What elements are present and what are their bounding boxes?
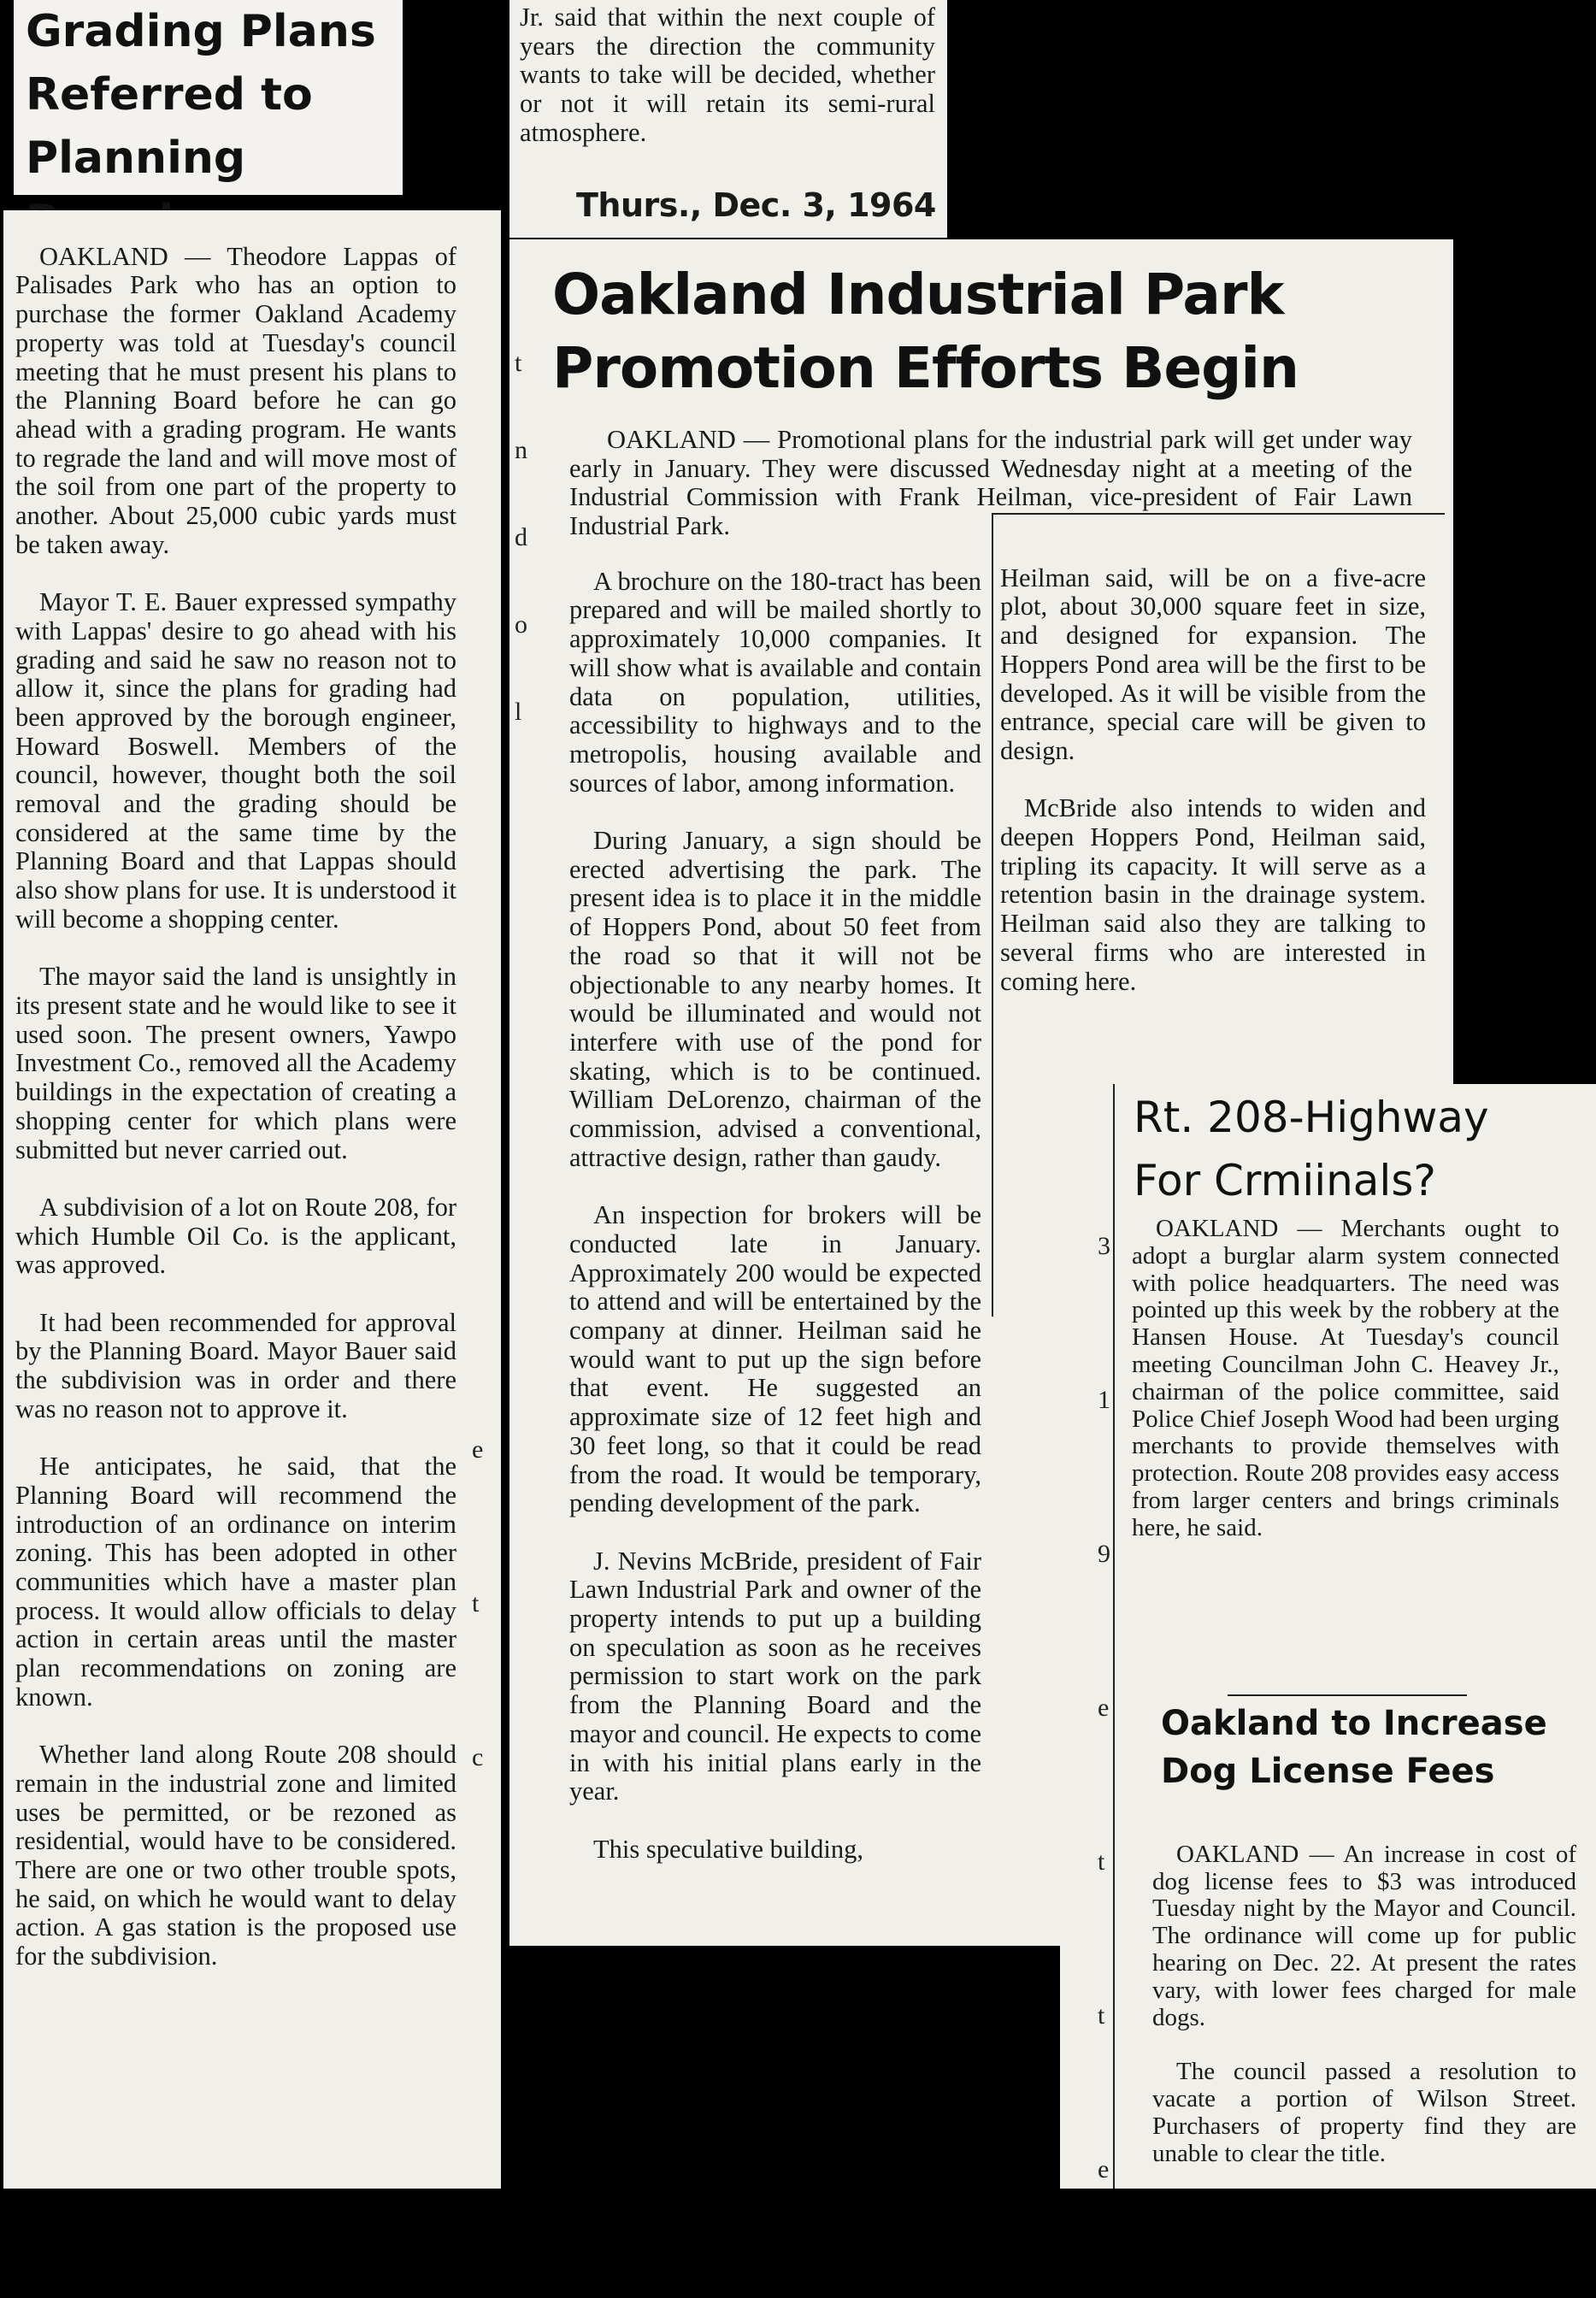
industrial-column-rule-vertical	[992, 513, 993, 1317]
highway-article-body: OAKLAND — Merchants ought to adopt a burglar alarm system connected with police headquarters. The need was pointed up this week by the robbery at the Hansen House. At Tuesday's council meeting Councilman John C. Heavey Jr., chairman of the police committee, said Police Chief Joseph Wood had been urging merchants to provide themselves with protection. Route 208 provides easy access from larger centers and brings criminals here, he said.	[1132, 1215, 1559, 1541]
left-headline-line-2: Referred to	[26, 69, 313, 121]
industrial-col1-paragraph-5: This speculative building,	[593, 1834, 863, 1864]
industrial-col2-paragraph-2: McBride also intends to widen and deepen Hoppers Pond, Heilman said, tripling its capacity. It will serve as a retention basin in the drainage system. Heilman said also they are talking to several firms who are interested in coming here.	[1000, 793, 1426, 996]
left-article-paragraph-1: OAKLAND — Theodore Lappas of Palisades Park who has an option to purchase the former Oakland Academy property was told at Tuesday's council meeting that he must present his plans to the Planning Board before he can go ahead with a grading program. He wants to regrade the land and will move most of the soil from one part of the property to another. About 25,000 cubic yards must be taken away.	[15, 241, 456, 559]
industrial-col1-paragraph-4: J. Nevins McBride, president of Fair Lawn Industrial Park and owner of the property intends to put up a building on speculation as soon as he receives permission to start work on the park from the Planning Board and the mayor and council. He expects to come in with his initial plans early in the year.	[569, 1546, 981, 1806]
industrial-left-edge-fragment: t n d o l	[515, 349, 527, 726]
left-headline-line-3: Planning	[26, 133, 246, 184]
highway-column-rule	[1113, 1084, 1115, 2189]
industrial-col2-paragraph-1: Heilman said, will be on a five-acre plot, about 30,000 square feet in size, and designed for expansion. The Hoppers Pond area will be the first to be developed. As it will be visible from the entrance, special care will be given to design.	[1000, 563, 1426, 765]
left-headline-box	[14, 0, 403, 195]
highway-left-edge-fragment: 3 1 9 e t t e	[1098, 1232, 1110, 2183]
industrial-column-2	[1000, 535, 1426, 1025]
industrial-headline-line-2: Promotion Efforts Begin	[552, 335, 1299, 401]
right-articles-clip	[1060, 1084, 1596, 2189]
dog-headline-line-2: Dog License Fees	[1161, 1752, 1495, 1791]
top-fragment-text: Jr. said that within the next couple of years the direction the community wants to take will be decided, whether or not it will retain its semi-rural atmosphere.	[520, 3, 935, 147]
industrial-column-1	[569, 539, 981, 1893]
left-headline-line-1: Grading Plans	[26, 6, 376, 57]
industrial-headline-box	[552, 258, 1441, 421]
industrial-lead-paragraph: OAKLAND — Promotional plans for the industrial park will get under way early in January. They were discussed Wednesday night at a meeting of the Industrial Commission with Frank Heilman, vice-president of Fair Lawn Industrial Park.	[569, 425, 1412, 541]
highway-headline-box	[1134, 1084, 1578, 1212]
left-article-paragraph-6: He anticipates, he said, that the Planning Board will recommend the introduction of an ordinance on interim zoning. This has been adopted in other communities which have a master plan process. It would allow officials to delay action in certain areas until the master plan recommendations on zoning are known.	[15, 1452, 456, 1712]
left-article-paragraph-3: The mayor said the land is unsightly in its present state and he would like to see it used soon. The present owners, Yawpo Investment Co., removed all the Academy buildings in the expectation of creating a shopping center for which plans were submitted but never carried out.	[15, 962, 456, 1164]
dog-headline-box	[1161, 1700, 1588, 1819]
left-article-body	[15, 214, 456, 2000]
top-fragment-clip	[509, 0, 947, 238]
industrial-column-rule-horizontal	[992, 513, 1445, 515]
publication-date: Thurs., Dec. 3, 1964	[576, 186, 936, 224]
dog-article-paragraph-2: The council passed a resolution to vacate a portion of Wilson Street. Purchasers of property find they are unable to clear the title.	[1152, 2058, 1576, 2167]
left-article-paragraph-4: A subdivision of a lot on Route 208, for which Humble Oil Co. is the applicant, was approved.	[15, 1192, 456, 1280]
industrial-col1-paragraph-2: During January, a sign should be erected advertising the park. The present idea is to place it in the middle of Hoppers Pond, about 50 feet from the road so that it will not be objectionable to any nearby homes. It would be illuminated and would not interfere with use of the pond for skating, which is to be continued. William DeLorenzo, chairman of the commission, advised a conventional, attractive design, rather than gaudy.	[569, 826, 981, 1172]
industrial-headline-line-1: Oakland Industrial Park	[552, 262, 1284, 327]
highway-headline-line-2: For Crmiinals?	[1134, 1156, 1436, 1205]
left-article-paragraph-5: It had been recommended for approval by the Planning Board. Mayor Bauer said the subdivision was in order and there was no reason not to approve it.	[15, 1307, 456, 1423]
left-article-body-clip	[3, 210, 501, 2189]
dog-article-paragraph-1: OAKLAND — An increase in cost of dog license fees to $3 was introduced Tuesday night by the Mayor and Council. The ordinance will come up for public hearing on Dec. 22. At present the rates vary, with lower fees charged for male dogs.	[1152, 1840, 1576, 2031]
dog-article-body	[1152, 1814, 1576, 2195]
left-article-paragraph-7: Whether land along Route 208 should remain in the industrial zone and limited uses be permitted, or be rezoned as residential, would have to be considered. There are one or two other trouble spots, he said, on which he would want to delay action. A gas station is the proposed use for the subdivision.	[15, 1740, 456, 1971]
left-edge-fragment: e t c	[472, 1435, 484, 1771]
industrial-col1-paragraph-3: An inspection for brokers will be conducted late in January. Approximately 200 would be expected to attend and will be entertained by the company at dinner. Heilman said he would want to put up the sign before that event. He suggested an approximate size of 12 feet high and 30 feet long, so that it could be read from the road. It would be temporary, pending development of the park.	[569, 1200, 981, 1518]
left-article-paragraph-2: Mayor T. E. Bauer expressed sympathy with Lappas' desire to go ahead with his grading and said he saw no reason not to allow it, since the plans for grading had been approved by the borough engineer, Howard Boswell. Members of the council, however, thought both the soil removal and the grading should be considered at the same time by the Planning Board and that Lappas should also show plans for use. It is understood it will become a shopping center.	[15, 587, 456, 934]
highway-headline-line-1: Rt. 208-Highway	[1134, 1093, 1489, 1142]
industrial-col1-paragraph-1: A brochure on the 180-tract has been prepared and will be mailed shortly to approximately 10,000 companies. It will show what is available and contain data on population, utilities, accessibility to highways and to the metropolis, housing available and sources of labor, among information.	[569, 566, 981, 798]
dog-headline-line-1: Oakland to Increase	[1161, 1704, 1547, 1743]
dog-article-separator	[1228, 1694, 1467, 1696]
